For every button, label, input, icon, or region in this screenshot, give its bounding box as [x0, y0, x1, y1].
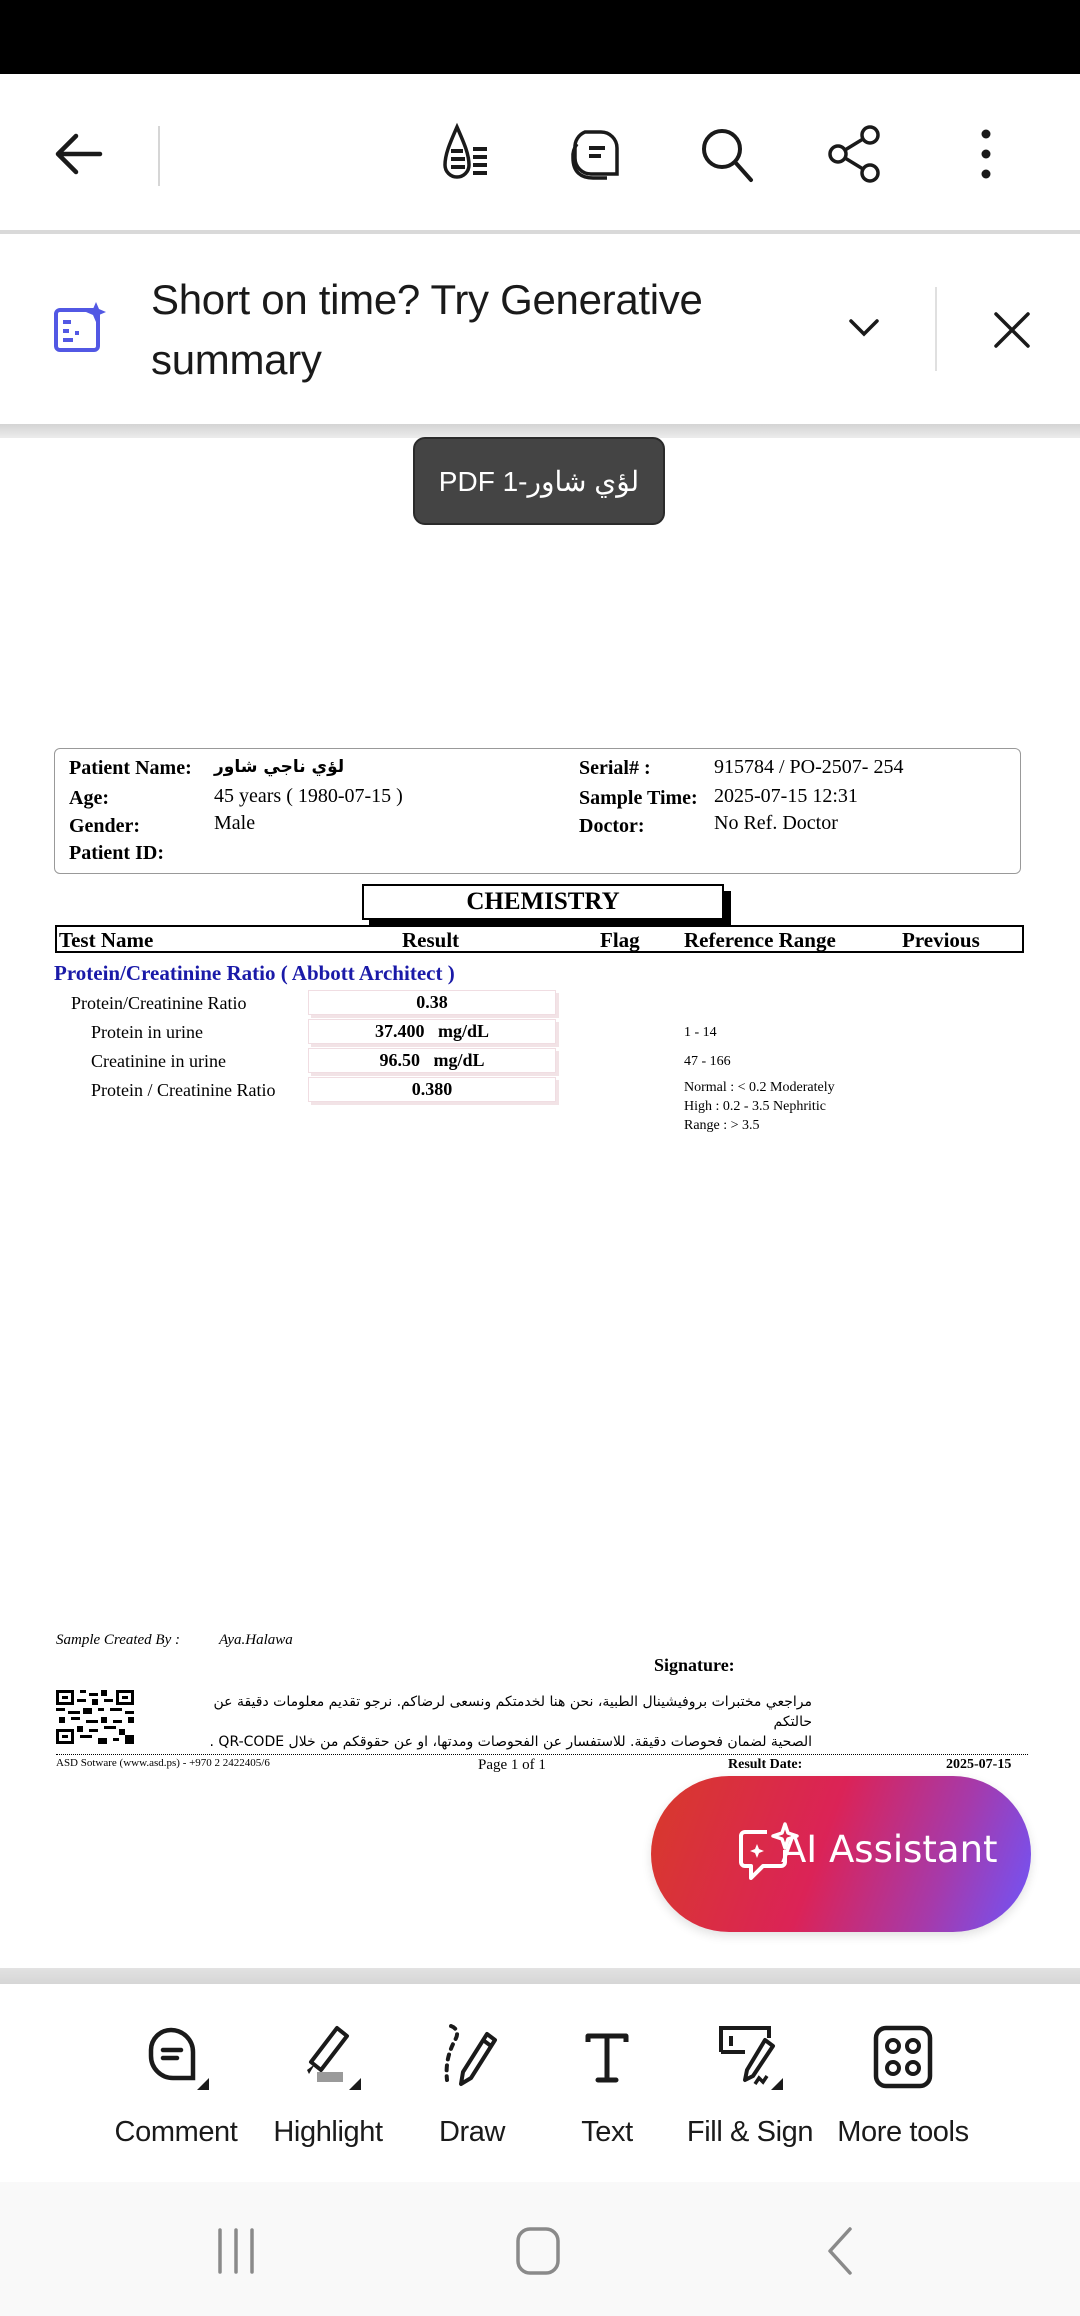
toolbar-divider [158, 126, 160, 186]
fill-sign-icon [715, 2022, 785, 2092]
banner-shadow [0, 424, 1080, 438]
recent-apps-icon [214, 2228, 258, 2274]
read-mode-button[interactable] [428, 114, 508, 194]
serial-value: 915784 / PO-2507- 254 [714, 756, 904, 778]
column-header-row [55, 925, 1024, 953]
test-group-title: Protein/Creatinine Ratio ( Abbott Architect ) [54, 961, 455, 985]
qr-code [56, 1690, 134, 1744]
system-back-button[interactable] [800, 2216, 880, 2286]
test-result: 37.400 mg/dL [308, 1019, 556, 1044]
test-name: Protein / Creatinine Ratio [91, 1080, 276, 1100]
gender-label: Gender: [69, 815, 141, 837]
patient-name-label: Patient Name: [69, 757, 192, 779]
lab-notice-text [172, 1692, 812, 1752]
tool-label: Comment [114, 2116, 238, 2148]
chevron-down-icon [847, 317, 881, 339]
gender-value: Male [214, 812, 256, 834]
lab-notice-line: مراجعي مختبرات بروفيشينال الطبية، نحن هنا لخدمتكم ونسعى لرضاكم. نرجو تقديم معلومات دقيقة عن حالتكم [213, 1694, 812, 1730]
status-bar [0, 0, 1080, 74]
more-vertical-icon [976, 124, 996, 184]
doctor-value: No Ref. Doctor [714, 812, 838, 834]
reference-range-line: Range : > 3.5 [684, 1118, 760, 1133]
section-title: CHEMISTRY [362, 884, 724, 920]
more-tools-icon [868, 2022, 938, 2092]
tool-label: Draw [438, 2116, 506, 2148]
ai-assistant-label: AI Assistant [781, 1828, 998, 1871]
column-header-result: Result [402, 928, 460, 952]
sample-time-value: 2025-07-15 12:31 [714, 785, 858, 807]
share-button[interactable] [815, 114, 895, 194]
tool-comment[interactable] [101, 2022, 251, 2152]
software-credit: ASD Sotware (www.asd.ps) - +970 2 2422405/6 [56, 1757, 270, 1769]
age-value: 45 years ( 1980-07-15 ) [214, 785, 403, 807]
doctor-label: Doctor: [579, 815, 645, 837]
created-by-label: Sample Created By : [56, 1632, 180, 1648]
expand-banner-button[interactable] [836, 300, 892, 356]
age-label: Age: [69, 787, 109, 809]
generative-summary-text[interactable]: Short on time? Try Generative summary [151, 276, 703, 383]
test-name: Creatinine in urine [91, 1051, 226, 1071]
reference-range-line: Normal : < 0.2 Moderately [684, 1080, 835, 1095]
test-result: 0.380 [308, 1077, 556, 1102]
share-icon [824, 123, 886, 185]
test-result: 96.50 mg/dL [308, 1048, 556, 1073]
patient-name-value: لؤي ناجي شاور [214, 757, 345, 777]
result-date-label: Result Date: [728, 1757, 803, 1772]
tool-label: Text [581, 2116, 633, 2148]
tool-draw[interactable] [397, 2022, 547, 2152]
bottom-divider [0, 1968, 1080, 1984]
column-header-reference-range: Reference Range [684, 928, 836, 952]
recent-apps-button[interactable] [196, 2216, 276, 2286]
result-date-value: 2025-07-15 [946, 1757, 1012, 1772]
close-icon [992, 310, 1032, 350]
tool-text[interactable] [532, 2022, 682, 2152]
reference-range: 47 - 166 [684, 1054, 731, 1069]
column-header-flag: Flag [600, 928, 640, 952]
more-options-button[interactable] [946, 114, 1026, 194]
lab-notice-line: الصحية لضمان فحوصات دقيقة. للاستفسار عن الفحوصات ومدتها، او عن حقوقكم من خلال QR-CODE . [209, 1734, 812, 1750]
sample-time-label: Sample Time: [579, 787, 698, 809]
system-back-icon [824, 2226, 856, 2276]
reference-range-line: High : 0.2 - 3.5 Nephritic [684, 1099, 826, 1114]
tool-highlight[interactable] [253, 2022, 403, 2152]
reference-range: 1 - 14 [684, 1025, 717, 1040]
serial-label: Serial# : [579, 757, 651, 779]
home-icon [515, 2226, 561, 2276]
ai-assistant-button[interactable] [651, 1776, 1031, 1932]
comment-icon [141, 2022, 211, 2092]
back-button[interactable] [38, 114, 118, 194]
tool-fill-sign[interactable] [675, 2022, 825, 2152]
search-icon [697, 124, 757, 184]
tool-label: Highlight [273, 2116, 383, 2148]
test-result: 0.38 [308, 990, 556, 1015]
page-indicator: Page 1 of 1 [478, 1757, 546, 1773]
home-button[interactable] [498, 2216, 578, 2286]
tool-label: More tools [837, 2116, 969, 2148]
file-name-chip: PDF لؤي شاور-1 [413, 437, 665, 525]
column-header-previous: Previous [902, 928, 980, 952]
tool-more-tools[interactable] [828, 2022, 978, 2152]
search-button[interactable] [687, 114, 767, 194]
highlight-icon [293, 2022, 363, 2092]
text-icon [572, 2022, 642, 2092]
test-name: Protein in urine [91, 1022, 203, 1042]
footer-divider [56, 1754, 1028, 1755]
tool-label: Fill & Sign [686, 2116, 814, 2148]
comments-button[interactable] [555, 114, 635, 194]
back-arrow-icon [50, 126, 106, 182]
created-by-value: Aya.Halawa [219, 1632, 293, 1648]
banner-divider [935, 287, 937, 371]
comments-icon [563, 122, 627, 186]
signature-label: Signature: [654, 1655, 735, 1675]
top-toolbar [0, 74, 1080, 234]
read-mode-icon [435, 121, 501, 187]
column-header-test-name: Test Name [59, 928, 154, 952]
generative-summary-icon [52, 300, 108, 356]
draw-icon [437, 2022, 507, 2092]
patient-id-label: Patient ID: [69, 842, 164, 864]
close-banner-button[interactable] [982, 300, 1042, 360]
test-name: Protein/Creatinine Ratio [71, 993, 247, 1013]
